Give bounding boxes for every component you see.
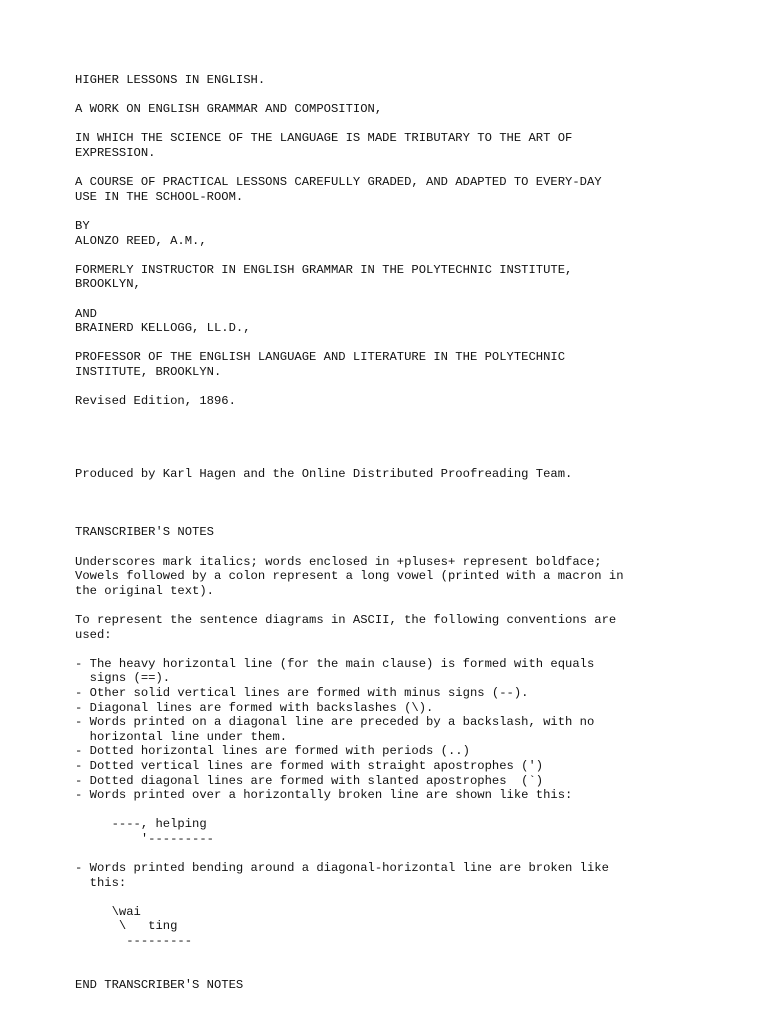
and-label: AND	[75, 306, 97, 321]
diagram-waiting-line-3: ---------	[75, 934, 193, 949]
author-1: ALONZO REED, A.M.,	[75, 233, 207, 248]
author-1-role-line-1: FORMERLY INSTRUCTOR IN ENGLISH GRAMMAR IN THE POLYTECHNIC INSTITUTE,	[75, 262, 573, 277]
book-subtitle-2-line-1: IN WHICH THE SCIENCE OF THE LANGUAGE IS MADE TRIBUTARY TO THE ART OF	[75, 131, 573, 146]
list-item: signs (==).	[75, 671, 171, 686]
course-line-1: A COURSE OF PRACTICAL LESSONS CAREFULLY GRADED, AND ADAPTED TO EVERY-DAY	[75, 175, 602, 190]
notes-para-1-line-3: the original text).	[75, 583, 214, 598]
book-subtitle: A WORK ON ENGLISH GRAMMAR AND COMPOSITION,	[75, 102, 383, 117]
list-item: - Dotted diagonal lines are formed with slanted apostrophes (`)	[75, 773, 544, 788]
author-1-role-line-2: BROOKLYN,	[75, 277, 141, 292]
author-2: BRAINERD KELLOGG, LL.D.,	[75, 321, 251, 336]
list-item: - Dotted horizontal lines are formed with periods (..)	[75, 744, 470, 759]
notes-heading: TRANSCRIBER'S NOTES	[75, 525, 214, 540]
by-label: BY	[75, 218, 90, 233]
credits: Produced by Karl Hagen and the Online Distributed Proofreading Team.	[75, 467, 573, 482]
list-item: - Words printed over a horizontally broken line are shown like this:	[75, 788, 573, 803]
list-item: this:	[75, 875, 127, 890]
course-line-2: USE IN THE SCHOOL-ROOM.	[75, 189, 244, 204]
notes-para-1-line-2: Vowels followed by a colon represent a long vowel (printed with a macron in	[75, 569, 624, 584]
notes-para-2-line-2: used:	[75, 627, 112, 642]
notes-end: END TRANSCRIBER'S NOTES	[75, 977, 244, 992]
document-page	[75, 73, 745, 992]
author-2-role-line-1: PROFESSOR OF THE ENGLISH LANGUAGE AND LITERATURE IN THE POLYTECHNIC	[75, 350, 566, 365]
list-item: - Diagonal lines are formed with backslashes (\).	[75, 700, 434, 715]
book-subtitle-2-line-2: EXPRESSION.	[75, 145, 156, 160]
diagram-helping-line-2: '---------	[75, 831, 214, 846]
conventions-list	[75, 657, 745, 803]
list-item: - Words printed on a diagonal line are preceded by a backslash, with no	[75, 715, 595, 730]
edition: Revised Edition, 1896.	[75, 394, 236, 409]
list-item: - The heavy horizontal line (for the main clause) is formed with equals	[75, 656, 595, 671]
diagram-helping-line-1: ----, helping	[75, 817, 207, 832]
list-item: - Dotted vertical lines are formed with straight apostrophes (')	[75, 758, 544, 773]
author-2-role-line-2: INSTITUTE, BROOKLYN.	[75, 364, 222, 379]
list-item: - Other solid vertical lines are formed with minus signs (--).	[75, 685, 529, 700]
diagram-waiting-line-2: \ ting	[75, 919, 178, 934]
book-title: HIGHER LESSONS IN ENGLISH.	[75, 73, 266, 87]
notes-para-1-line-1: Underscores mark italics; words enclosed in +pluses+ represent boldface;	[75, 554, 602, 569]
list-item: - Words printed bending around a diagonal-horizontal line are broken like	[75, 861, 609, 876]
list-item: horizontal line under them.	[75, 729, 288, 744]
diagram-waiting-line-1: \wai	[75, 904, 141, 919]
notes-para-2-line-1: To represent the sentence diagrams in ASCII, the following conventions are	[75, 613, 617, 627]
conventions-list-2	[75, 861, 745, 890]
